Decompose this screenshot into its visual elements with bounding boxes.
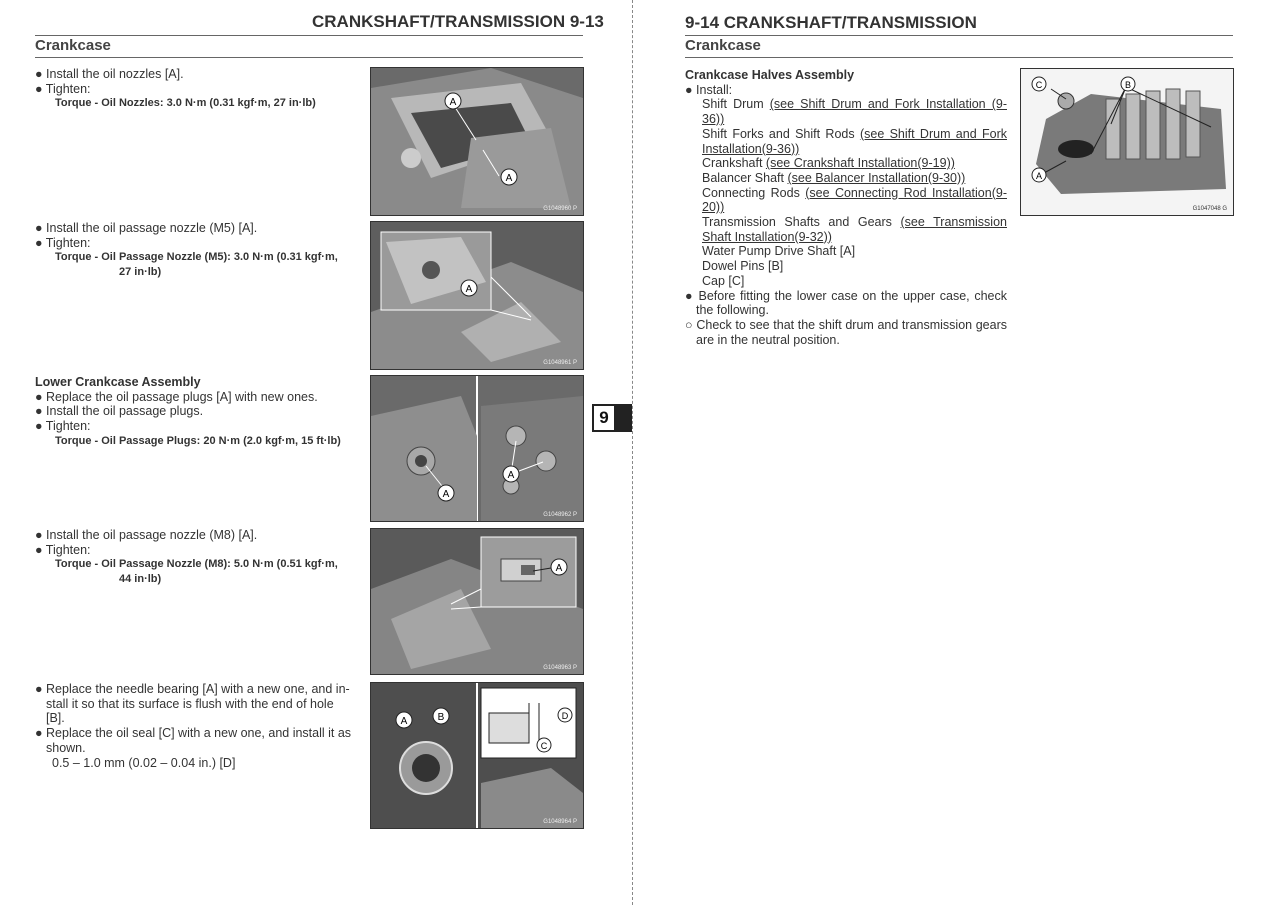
callout-b: B <box>437 712 445 723</box>
install-item: Crankshaft (see Crankshaft Installation(9-19)) <box>702 156 955 171</box>
callout-a: A <box>505 173 513 184</box>
install-item: Shift Drum (see Shift Drum and Fork Installation (9- <box>702 97 1007 112</box>
crankcase-halves-assembly <box>685 68 1007 347</box>
torque-spec: Torque - Oil Passage Plugs: 20 N·m (2.0 kgf·m, 15 ft·lb) <box>55 434 341 447</box>
callout-b: B <box>1124 80 1132 90</box>
page-spine-divider <box>632 0 633 905</box>
header-rule <box>685 35 1233 36</box>
callout-c: C <box>540 741 548 751</box>
subsection-heading: Crankcase Halves Assembly <box>685 68 855 82</box>
callout-d: D <box>561 711 569 721</box>
callout-a: A <box>507 470 515 481</box>
instruction-line: ● Install: <box>685 82 733 97</box>
subsection-heading: Lower Crankcase Assembly <box>35 375 201 389</box>
section-title: Crankcase <box>685 37 761 54</box>
instruction-line: ● Tighten: <box>35 81 91 96</box>
instruction-block-oil-nozzles <box>35 67 360 111</box>
callout-a: A <box>442 489 450 500</box>
dimension-spec: 0.5 – 1.0 mm (0.02 – 0.04 in.) [D] <box>52 755 236 770</box>
figure-id: G1048960 P <box>543 206 577 212</box>
install-item: Dowel Pins [B] <box>702 259 784 274</box>
figure-id: G1048962 P <box>543 512 577 518</box>
callout-a: A <box>1035 171 1043 181</box>
chapter-tab-bar <box>614 404 632 432</box>
instruction-line: ● Tighten: <box>35 542 91 557</box>
instruction-block-nozzle-m5 <box>35 221 360 280</box>
left-page <box>0 0 632 905</box>
install-item-cont <box>685 230 1007 245</box>
photo-nozzle-m8 <box>370 528 584 675</box>
instruction-line: ● Install the oil passage nozzle (M8) [A]. <box>35 528 258 542</box>
photo-nozzle-m5 <box>370 221 584 370</box>
instruction-line: ● Install the oil nozzles [A]. <box>35 67 184 81</box>
cross-reference-link[interactable]: (see Crankshaft Installation(9-19)) <box>765 156 955 171</box>
section-rule <box>685 57 1233 58</box>
cross-reference-link[interactable]: (see Connecting Rod Installation(9- <box>805 185 1007 200</box>
install-item: Water Pump Drive Shaft [A] <box>702 244 856 259</box>
instruction-block-lower-crankcase <box>35 375 360 449</box>
instruction-line: ● Install the oil passage plugs. <box>35 404 204 419</box>
figure-id: G1048963 P <box>543 665 577 671</box>
cross-reference-link[interactable]: (see Shift Drum and Fork Installation (9- <box>769 97 1007 112</box>
install-item-cont <box>685 200 1007 215</box>
instruction-line: ● Tighten: <box>35 419 91 434</box>
callout-a: A <box>449 97 457 108</box>
page-header: 9-14 CRANKSHAFT/TRANSMISSION <box>685 13 977 32</box>
page-header: CRANKSHAFT/TRANSMISSION 9-13 <box>312 12 604 31</box>
instruction-line: ● Replace the oil passage plugs [A] with new ones. <box>35 389 318 404</box>
instruction-block-needle-bearing <box>35 682 353 770</box>
figure-id: G1048961 P <box>543 360 577 366</box>
torque-spec: Torque - Oil Passage Nozzle (M8): 5.0 N·m (0.51 kgf·m, <box>55 558 338 571</box>
torque-spec: 27 in·lb) <box>119 266 162 279</box>
photo-oil-nozzles <box>370 67 584 216</box>
instruction-line: ● Replace the oil seal [C] with a new one, and install it as <box>35 726 352 741</box>
callout-a: A <box>465 284 473 295</box>
photo-crankcase-halves <box>1020 68 1234 216</box>
cross-reference-link[interactable]: (see Shift Drum and Fork <box>859 126 1007 141</box>
install-item-cont <box>685 142 1007 157</box>
instruction-line: the following. <box>696 303 769 318</box>
header-rule <box>35 35 583 36</box>
instruction-block-nozzle-m8 <box>35 528 360 587</box>
install-item: Connecting Rods (see Connecting Rod Installation(9- <box>702 185 1007 200</box>
section-title: Crankcase <box>35 37 111 54</box>
install-item: Cap [C] <box>702 273 745 288</box>
instruction-line: ○ Check to see that the shift drum and transmission gears <box>685 317 1007 332</box>
photo-needle-bearing <box>370 682 584 829</box>
torque-spec: Torque - Oil Passage Nozzle (M5): 3.0 N·m (0.31 kgf·m, <box>55 251 338 264</box>
install-item-cont <box>685 112 1007 127</box>
figure-id: G1047048 G <box>1192 206 1227 212</box>
callout-a: A <box>555 563 563 574</box>
right-page <box>636 0 1280 905</box>
cross-reference-link[interactable]: (see Balancer Installation(9-30)) <box>787 170 966 185</box>
cross-reference-link[interactable]: Shaft Installation(9-32)) <box>702 229 832 244</box>
torque-spec: Torque - Oil Nozzles: 3.0 N·m (0.31 kgf·m, 27 in·lb) <box>55 97 316 110</box>
callout-c: C <box>1035 80 1043 90</box>
instruction-line: ● Replace the needle bearing [A] with a new one, and in- <box>35 682 350 696</box>
cross-reference-link[interactable]: 36)) <box>702 112 725 127</box>
install-item: Shift Forks and Shift Rods (see Shift Drum and Fork <box>702 126 1007 141</box>
instruction-line: ● Install the oil passage nozzle (M5) [A]. <box>35 221 258 235</box>
instruction-line: stall it so that its surface is flush with the end of hole [B]. <box>46 696 334 726</box>
instruction-line: ● Before fitting the lower case on the upper case, check <box>685 288 1007 303</box>
section-rule <box>35 57 583 58</box>
instruction-line: are in the neutral position. <box>696 332 840 347</box>
install-item: Transmission Shafts and Gears (see Transmission <box>702 215 1007 230</box>
callout-a: A <box>400 716 408 727</box>
cross-reference-link[interactable]: Installation(9-36)) <box>702 141 800 156</box>
cross-reference-link[interactable]: (see Transmission <box>900 215 1007 230</box>
install-item: Balancer Shaft (see Balancer Installation(9-30)) <box>702 170 966 185</box>
instruction-line: shown. <box>46 740 86 755</box>
chapter-tab: 9 <box>592 404 616 432</box>
torque-spec: 44 in·lb) <box>119 573 162 586</box>
instruction-line: ● Tighten: <box>35 235 91 250</box>
photo-oil-passage-plugs <box>370 375 584 522</box>
figure-id: G1048964 P <box>543 819 577 825</box>
cross-reference-link[interactable]: 20)) <box>702 200 725 215</box>
